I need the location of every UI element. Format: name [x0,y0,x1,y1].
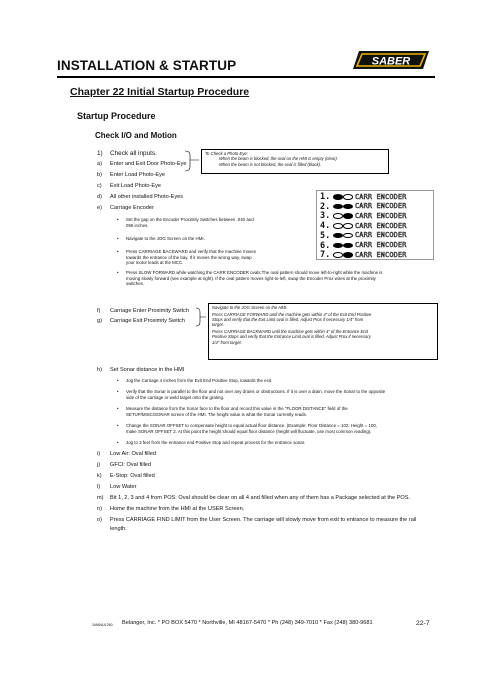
bullet-item: • Jog to 3 feet from the entrance end Positive Stop and repeat process for the entrance sonar. [117,440,306,445]
bullet-item: • Verify that the Sonar is parallel to the floor and not over any drains or obstructions. If it is over a drain, move the Sonar to the opposite side of the carriage or weld target onto the grating. [117,389,386,400]
section-title: Startup Procedure [77,111,156,121]
callout-bracket [195,306,207,328]
encoder-row-number: 4. [320,221,331,232]
encoder-label: CARR ENCODER [355,241,407,249]
encoder-row-number: 2. [320,201,331,212]
list-item-continuation: length. [110,526,127,532]
encoder-oval-right [343,252,353,258]
encoder-row-number: 5. [320,230,331,241]
encoder-row [319,231,431,241]
encoder-oval-left [333,213,343,219]
bullet-item: • Press CARRIAGE BACKWARD and verify that the machine moves towards the entrance of the bay. If it moves the wrong way, swap your motor leads at the MCC. [117,249,256,266]
encoder-oval-right [343,243,353,249]
encoder-oval-left [333,194,343,200]
encoder-oval-right [343,204,353,210]
bullet-item: • Navigate to the JOG Screen on the HMI. [117,236,205,241]
page-number: 22-7 [416,620,430,627]
subsection-title: Check I/O and Motion [95,131,177,140]
saber-logo [349,48,433,72]
encoder-label: CARR ENCODER [355,231,407,240]
encoder-oval-left [333,223,343,229]
proximity-note-box: Navigate to the JOG Screen on the HMI. Press CARRIAGE FORWARD until the machine gets within 4" of the Exit End Positive Stops and verify that the Exit Limit oval is filled. Adjust Prox if necessary 1/4" from target. Press CARRIAGE BACKWARD until the machine gets within 4" of the Entrance End Positive Stops and verify that the Entrance Limit oval is filled. Adjust Prox if necessary 1/4" from target. [208,303,438,360]
bullet-item: • Jog the Carriage 4 inches from the Exit End Positive Stop, towards the exit. [117,378,273,383]
encoder-oval-left [333,252,343,258]
encoder-row [319,192,431,202]
page-header-title: INSTALLATION & STARTUP [57,58,237,73]
footer-document-code: 1MANUL260 [92,623,113,627]
encoder-oval-left [333,204,343,210]
bullet-item: • Set the gap on the Encoder Proximity Switches between .040 and 056 inches. [117,217,254,228]
encoder-oval-right [343,194,353,200]
encoder-label: CARR ENCODER [355,202,407,211]
encoder-row [319,221,431,231]
encoder-oval-right [343,233,353,239]
photo-eye-note-box: To Check a Photo-Eye: When the beam is blocked, the oval on the HMI is empty (clear). When the beam is not blocked, the oval is filled (black). [201,149,389,174]
header-rule [57,76,435,78]
encoder-row-number: 1. [320,192,331,202]
encoder-oval-left [333,243,343,249]
encoder-oval-right [343,223,353,229]
encoder-label: CARR ENCODER [355,250,407,259]
encoder-row [319,250,431,260]
encoder-label: CARR ENCODER [355,211,407,220]
encoder-label: CARR ENCODER [355,192,407,201]
footer-company-info: Belanger, Inc. * PO BOX 5470 * Northville, MI 48167-5470 * Ph (248) 349-7010 * Fax (248) 380-9681 [122,620,373,626]
encoder-row [319,241,431,251]
chapter-title: Chapter 22 Initial Startup Procedure [70,86,250,98]
encoder-label: CARR ENCODER [355,221,407,230]
callout-bracket [184,150,200,172]
encoder-row-number: 7. [320,250,331,261]
encoder-oval-left [333,233,343,239]
encoder-row [319,202,431,212]
logo-text: SABER [371,55,411,68]
encoder-row [319,211,431,221]
bullet-item: • Measure the distance from the Sonar face to the floor and record this value in the "FLOOR DISTANCE" field of the SETUP/MISC/SONAR screen of the HMI. The height value is what the Sonar currently reads. [117,406,348,417]
encoder-row-number: 3. [320,211,331,222]
encoder-oval-right [343,213,353,219]
bullet-item: • Change the SONAR OFFSET to compensate height to equal actual floor distance. (Example: Floor Distance = 102; Height = 100, make SONAR OFFSET 2. At this point the height should equal floor distance (height will fluctuate, use most common reading). [117,423,378,434]
bullet-item-slow-forward: • Press SLOW FORWARD while watching the CARR ENCODER ovals.The oval pattern should move left-to-right while the machine is moving slowly forward (see example at right). If the oval pattern moves right-to-left, swap the Encoder Prox wires at the proximity switches. [117,270,383,287]
encoder-row-number: 6. [320,240,331,251]
carr-encoder-table [316,190,434,260]
